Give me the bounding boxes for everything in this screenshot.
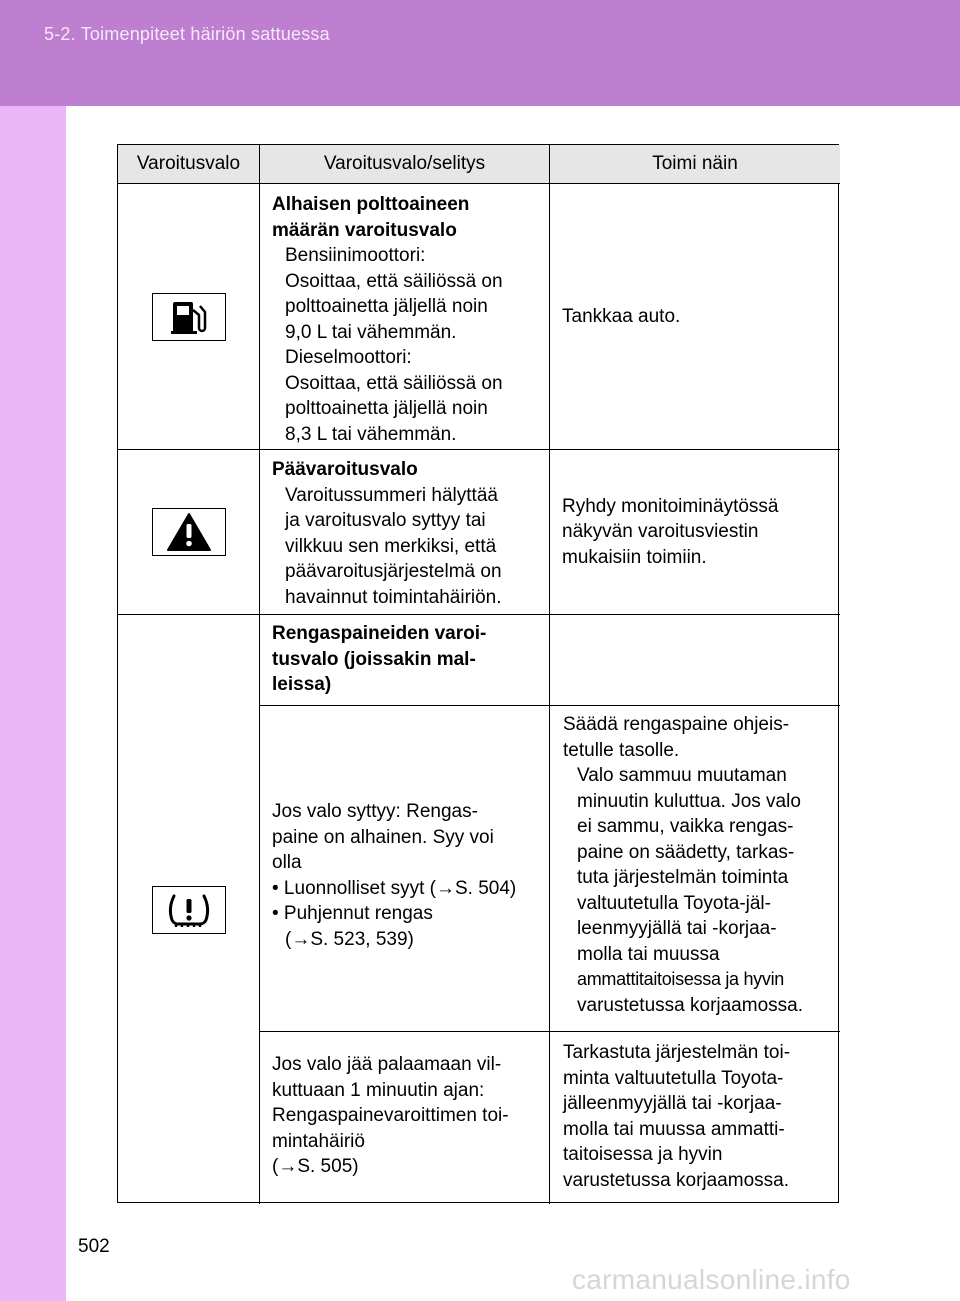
tire-action-detail-line: Valo sammuu muutaman [577,765,787,786]
table-row-tire-action-empty [550,615,840,706]
master-action-line: näkyvän varoitusviestin [562,521,759,543]
fuel-action-line: Tankkaa auto. [562,305,681,327]
tire-action-detail-line: paine on säädetty, tarkas- [577,841,795,863]
tire-condition-low-pressure [260,706,550,1032]
tire-action-detail-line: ammattitaitoisessa ja hyvin [577,969,784,989]
table-row-master-icon-cell [118,450,260,615]
tire-inspect-line: minta valtuutetulla Toyota- [563,1067,784,1089]
page-number: 502 [78,1236,110,1257]
master-detail-line: havainnut toimintahäiriön. [285,586,502,608]
tire-condition-line: • Puhjennut rengas [272,903,433,924]
tire-inspect-line: molla tai muussa ammatti- [563,1118,785,1140]
fuel-pump-icon [152,293,226,341]
tire-action-line: tetulle tasolle. [563,739,680,761]
table-row-master-explanation [260,450,550,615]
table-row-fuel-explanation [260,184,550,450]
tire-action-detail-line: ei sammu, vaikka rengas- [577,816,794,837]
tire-action-line: Säädä rengaspaine ohjeis- [563,714,790,735]
master-action-line: Ryhdy monitoiminäytössä [562,495,779,517]
tire-inspect-line: varustetussa korjaamossa. [563,1169,789,1191]
fuel-detail-line: Dieselmoottori: [285,347,412,368]
tire-warning-title-line: leissa) [272,674,332,695]
fuel-detail-line: polttoainetta jäljellä noin [285,296,488,317]
fuel-warning-title-line-1: Alhaisen polttoaineen [272,194,470,215]
tire-condition-system-malfunction [260,1032,550,1204]
master-detail-line: Varoitussummeri hälyttää [285,484,498,506]
tire-condition-line: (→S. 523, 539) [285,928,414,950]
tire-condition-line: olla [272,852,302,873]
tire-inspect-line: taitoisessa ja hyvin [563,1144,723,1165]
tire-inspect-line: Tarkastuta järjestelmän toi- [563,1042,791,1063]
fuel-detail-line: 8,3 L tai vähemmän. [285,423,457,445]
table-row-fuel-action [550,184,840,450]
tire-malfunction-line: (→S. 505) [272,1156,359,1177]
tire-action-adjust-pressure [550,706,840,1032]
fuel-detail-line: polttoainetta jäljellä noin [285,398,488,419]
fuel-detail-line: Bensiinimoottori: [285,245,426,266]
table-row-fuel-icon-cell [118,184,260,450]
chapter-title: 5-2. Toimenpiteet häiriön sattuessa [44,24,330,44]
table-row-tire-icon-cell [118,615,260,1204]
fuel-detail-line: Osoittaa, että säiliössä on [285,372,503,394]
tire-warning-title-line: tusvalo (joissakin mal- [272,648,476,670]
column-header-action: Toimi näin [550,145,840,184]
tire-action-detail-line: valtuutetulla Toyota-jäl- [577,892,771,914]
tire-action-detail-line: varustetussa korjaamossa. [577,994,803,1016]
tire-action-detail-line: leenmyyjällä tai -korjaa- [577,918,777,939]
tire-malfunction-line: Rengaspainevaroittimen toi- [272,1105,509,1126]
watermark: carmanualsonline.info [572,1264,851,1295]
chapter-header-band [0,0,960,106]
tire-action-detail-line: tuta järjestelmän toiminta [577,867,789,888]
tire-warning-title-line: Rengaspaineiden varoi- [272,623,487,644]
master-detail-line: päävaroitusjärjestelmä on [285,561,502,582]
column-header-warning-light: Varoitusvalo [118,145,260,184]
tire-condition-line: • Luonnolliset syyt (→S. 504) [272,877,517,899]
tire-condition-line: paine on alhainen. Syy voi [272,826,494,848]
master-detail-line: vilkkuu sen merkiksi, että [285,535,497,557]
tire-action-detail-line: minuutin kuluttua. Jos valo [577,790,801,812]
tire-malfunction-line: mintahäiriö [272,1130,365,1152]
tire-inspect-line: jälleenmyyjällä tai -korjaa- [563,1093,782,1114]
tire-malfunction-line: Jos valo jää palaamaan vil- [272,1054,502,1075]
tire-pressure-warning-icon [152,886,226,934]
fuel-detail-line: 9,0 L tai vähemmän. [285,321,457,343]
column-header-explanation: Varoitusvalo/selitys [260,145,550,184]
fuel-warning-title-line-2: määrän varoitusvalo [272,219,457,241]
master-detail-line: ja varoitusvalo syttyy tai [285,510,486,531]
master-action-line: mukaisiin toimiin. [562,546,707,568]
master-warning-icon [152,508,226,556]
side-color-strip [0,106,66,1301]
fuel-detail-line: Osoittaa, että säiliössä on [285,270,503,292]
tire-condition-line: Jos valo syttyy: Rengas- [272,801,478,822]
tire-malfunction-line: kuttuaan 1 minuutin ajan: [272,1079,485,1101]
table-row-tire-explanation [260,615,550,706]
tire-action-detail-line: molla tai muussa [577,943,720,965]
table-row-master-action [550,450,840,615]
master-warning-title: Päävaroitusvalo [272,459,418,480]
warning-lights-table [117,144,839,1203]
tire-action-inspect-system [550,1032,840,1204]
